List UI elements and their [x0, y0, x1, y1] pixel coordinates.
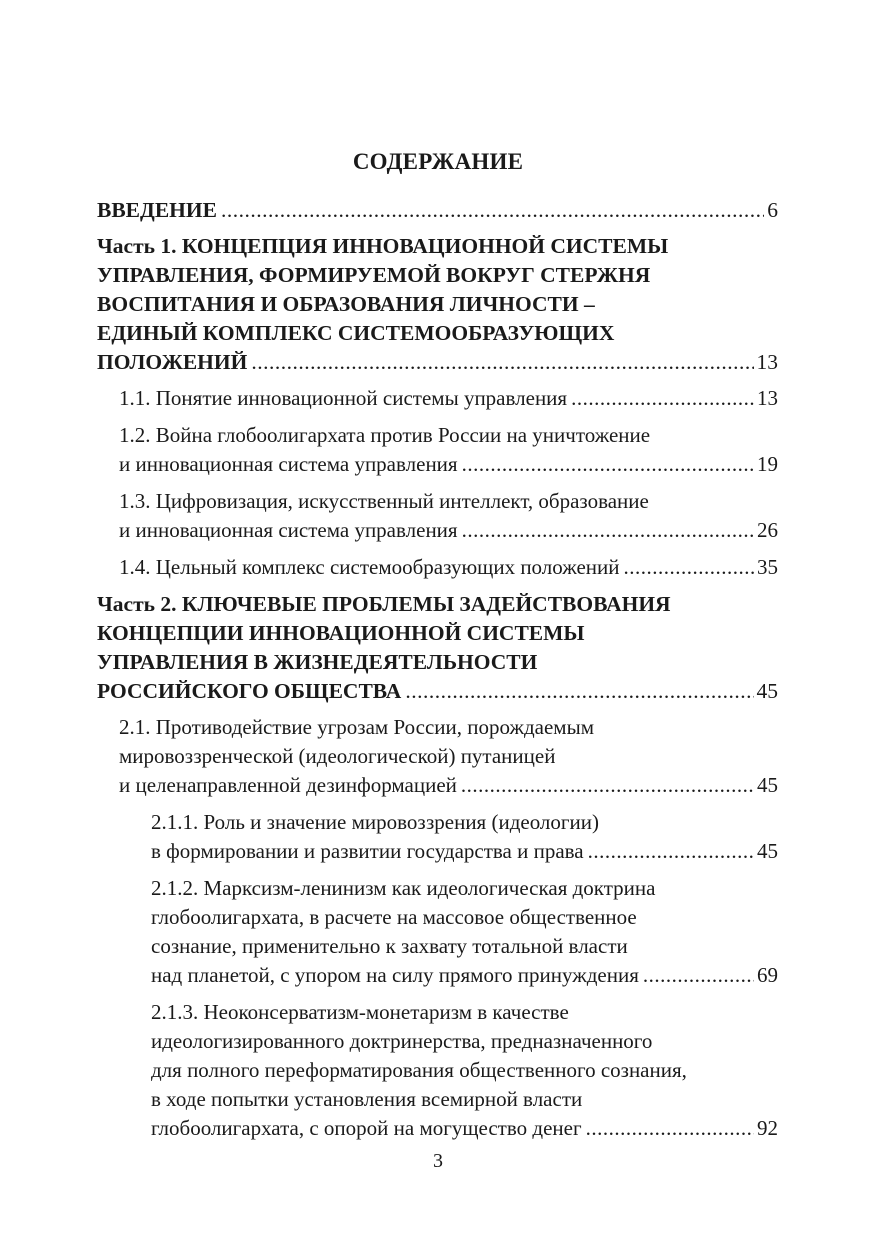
toc-entry-line: 2.1.1. Роль и значение мировоззрения (идеологии) — [151, 810, 599, 834]
toc-entry-text: ВВЕДЕНИЕ — [97, 198, 217, 222]
toc-page-number: 13 — [756, 350, 778, 374]
dot-leader — [643, 961, 754, 990]
toc-entry[interactable] — [97, 196, 778, 225]
toc-entry[interactable] — [119, 421, 778, 479]
dot-leader — [251, 348, 753, 377]
toc-entry-last-line — [151, 837, 778, 866]
dot-leader — [588, 837, 754, 866]
toc-page-number: 69 — [757, 963, 778, 987]
toc-entry-text: 1.4. Цельный комплекс системообразующих положений — [119, 555, 620, 579]
toc-entry[interactable] — [119, 487, 778, 545]
toc-page-number: 13 — [757, 386, 778, 410]
toc-entry-line: сознание, применительно к захвату тотальной власти — [151, 934, 628, 958]
dot-leader — [221, 196, 764, 225]
page-number: 3 — [433, 1150, 443, 1172]
toc-entry-text: и целенаправленной дезинформацией — [119, 773, 457, 797]
toc-page-number: 6 — [767, 198, 778, 222]
toc-entry-last-line — [151, 961, 778, 990]
toc-entry[interactable] — [97, 590, 778, 706]
toc-entry-line: 2.1.2. Марксизм-ленинизм как идеологическая доктрина — [151, 876, 656, 900]
toc-entry-text: в формировании и развитии государства и права — [151, 839, 584, 863]
toc-entry-text: РОССИЙСКОГО ОБЩЕСТВА — [97, 679, 402, 703]
toc-entry-last-line — [97, 196, 778, 225]
toc-entry-last-line — [151, 1114, 778, 1143]
toc-entry-line: 2.1. Противодействие угрозам России, порождаемым — [119, 715, 594, 739]
toc-entry-last-line — [119, 450, 778, 479]
toc-entry-line: Часть 2. КЛЮЧЕВЫЕ ПРОБЛЕМЫ ЗАДЕЙСТВОВАНИЯ — [97, 592, 671, 616]
toc-entry-line: идеологизированного доктринерства, предназначенного — [151, 1029, 653, 1053]
toc-page-number: 35 — [757, 555, 778, 579]
toc-entry-line: Часть 1. КОНЦЕПЦИЯ ИННОВАЦИОННОЙ СИСТЕМЫ — [97, 234, 669, 258]
toc-entry-line: 2.1.3. Неоконсерватизм-монетаризм в качестве — [151, 1000, 569, 1024]
toc-entry-last-line — [97, 677, 778, 706]
dot-leader — [405, 677, 753, 706]
toc-entry-last-line — [119, 516, 778, 545]
toc-entry-text: 1.1. Понятие инновационной системы управления — [119, 386, 568, 410]
toc-entry-text: над планетой, с упором на силу прямого принуждения — [151, 963, 639, 987]
toc-entry-line: ВОСПИТАНИЯ И ОБРАЗОВАНИЯ ЛИЧНОСТИ – — [97, 292, 595, 316]
toc-entry-line: ЕДИНЫЙ КОМПЛЕКС СИСТЕМООБРАЗУЮЩИХ — [97, 321, 615, 345]
toc-entry-last-line — [119, 771, 778, 800]
toc-entry-last-line — [97, 348, 778, 377]
toc-entry[interactable] — [151, 808, 778, 866]
dot-leader — [461, 771, 754, 800]
toc-page-number: 92 — [757, 1116, 778, 1140]
dot-leader — [586, 1114, 754, 1143]
toc-entry[interactable] — [119, 713, 778, 800]
toc-page-number: 45 — [757, 773, 778, 797]
toc-page-number: 26 — [757, 518, 778, 542]
toc-entry[interactable] — [151, 998, 778, 1143]
toc-entry-line: 1.3. Цифровизация, искусственный интеллект, образование — [119, 489, 649, 513]
toc-entry-line: 1.2. Война глобоолигархата против России на уничтожение — [119, 423, 651, 447]
toc-entry-line: мировоззренческой (идеологической) путаницей — [119, 744, 556, 768]
toc-entry-text: глобоолигархата, с опорой на могущество денег — [151, 1116, 582, 1140]
toc-page-number: 19 — [757, 452, 778, 476]
toc-entry-text: ПОЛОЖЕНИЙ — [97, 350, 248, 374]
toc-entry[interactable] — [119, 384, 778, 413]
dot-leader — [462, 516, 754, 545]
table-of-contents — [97, 196, 778, 1151]
toc-entry[interactable] — [151, 874, 778, 990]
toc-entry-text: и инновационная система управления — [119, 452, 458, 476]
toc-entry-line: УПРАВЛЕНИЯ В ЖИЗНЕДЕЯТЕЛЬНОСТИ — [97, 650, 538, 674]
page-title: СОДЕРЖАНИЕ — [352, 149, 524, 174]
toc-entry-last-line — [119, 384, 778, 413]
toc-entry[interactable] — [119, 553, 778, 582]
toc-entry-line: глобоолигархата, в расчете на массовое общественное — [151, 905, 637, 929]
toc-entry-line: КОНЦЕПЦИИ ИННОВАЦИОННОЙ СИСТЕМЫ — [97, 621, 585, 645]
toc-entry-line: в ходе попытки установления всемирной власти — [151, 1087, 583, 1111]
toc-entry-line: для полного переформатирования общественного сознания, — [151, 1058, 687, 1082]
toc-page-number: 45 — [757, 839, 778, 863]
toc-page-number: 45 — [756, 679, 778, 703]
toc-entry-text: и инновационная система управления — [119, 518, 458, 542]
toc-entry[interactable] — [97, 232, 778, 377]
toc-entry-line: УПРАВЛЕНИЯ, ФОРМИРУЕМОЙ ВОКРУГ СТЕРЖНЯ — [97, 263, 651, 287]
dot-leader — [624, 553, 754, 582]
toc-entry-last-line — [119, 553, 778, 582]
dot-leader — [462, 450, 754, 479]
dot-leader — [571, 384, 754, 413]
